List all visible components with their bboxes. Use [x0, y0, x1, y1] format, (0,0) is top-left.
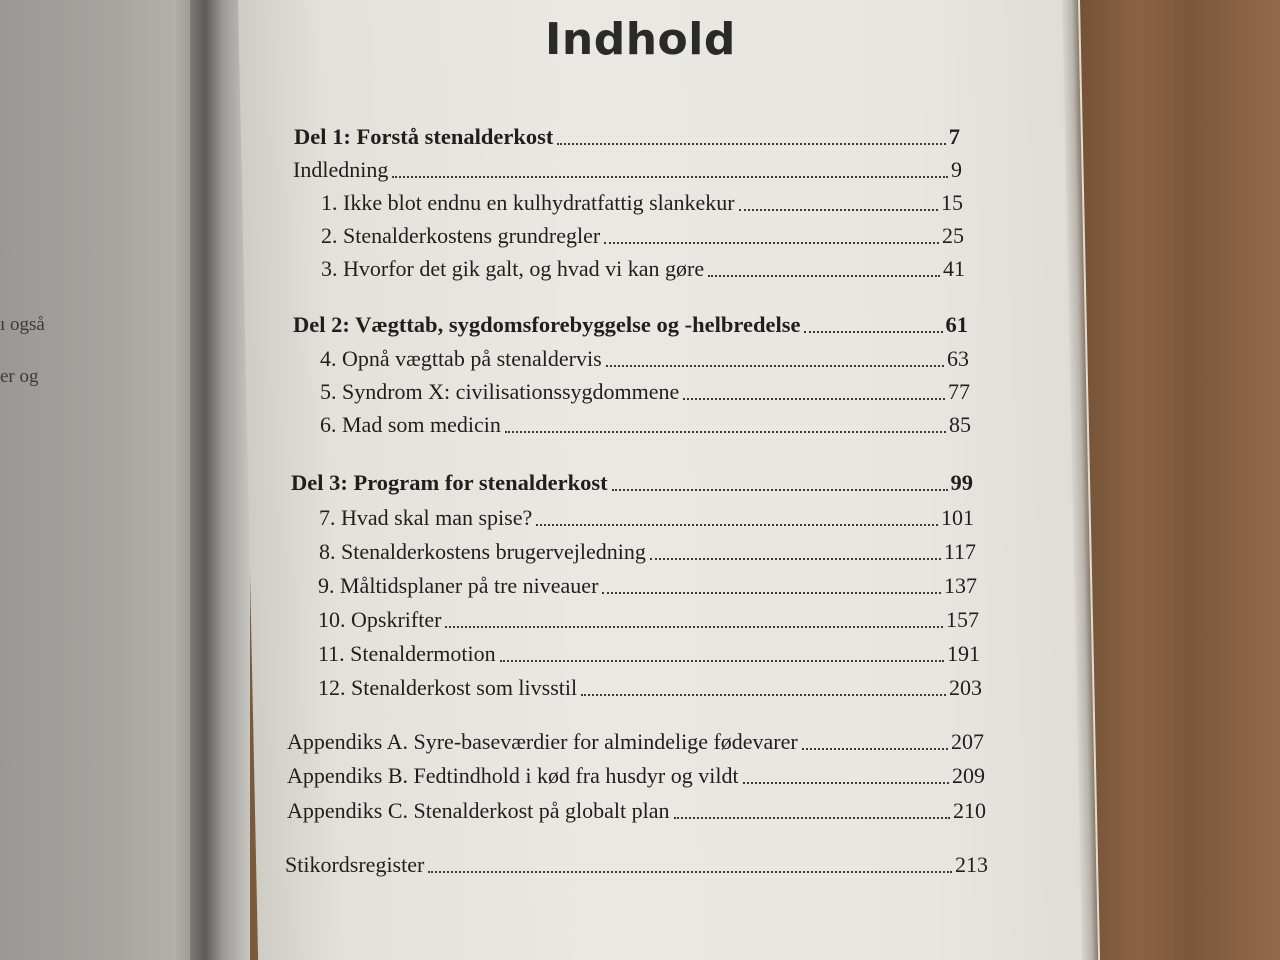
toc-page-number: 63 — [947, 346, 969, 371]
toc-chapter-line — [321, 223, 964, 249]
toc-part-line — [291, 470, 973, 496]
toc-page-number: 137 — [944, 573, 977, 598]
toc-leader-dots — [536, 524, 938, 526]
toc-page-number: 213 — [955, 852, 988, 877]
toc-label: Stikordsregister — [285, 852, 425, 877]
toc-leader-dots — [505, 431, 946, 433]
toc-label: Appendiks C. Stenalderkost på globalt plan — [287, 798, 670, 823]
toc-leader-dots — [392, 176, 948, 178]
toc-leader-dots — [612, 489, 948, 491]
toc-appendix-line — [287, 763, 985, 789]
toc-leader-dots — [739, 209, 938, 211]
toc-chapter-line — [318, 607, 979, 633]
toc-leader-dots — [804, 331, 942, 333]
toc-chapter-line — [318, 641, 980, 667]
toc-appendix-line — [287, 798, 986, 824]
toc-page-number: 209 — [952, 763, 985, 788]
toc-label: 11. Stenaldermotion — [318, 641, 496, 666]
toc-leader-dots — [557, 143, 945, 145]
toc-part-line — [293, 312, 968, 338]
toc-leader-dots — [445, 626, 943, 628]
toc-page-number: 41 — [943, 256, 965, 281]
toc-page-number: 191 — [947, 641, 980, 666]
toc-leader-dots — [581, 694, 946, 696]
toc-label: 4. Opnå vægttab på stenaldervis — [320, 346, 602, 371]
toc-page-number: 15 — [941, 190, 963, 215]
toc-leader-dots — [708, 275, 940, 277]
toc-label: Appendiks A. Syre-baseværdier for almindelige fødevarer — [287, 729, 798, 754]
toc-label: 10. Opskrifter — [318, 607, 442, 632]
toc-leader-dots — [500, 660, 944, 662]
left-page-text-fragment: er og — [0, 366, 39, 387]
toc-entry-line — [293, 157, 962, 183]
toc-leader-dots — [602, 592, 941, 594]
toc-part-line — [294, 124, 960, 150]
toc-page-number: 25 — [942, 223, 964, 248]
toc-page-number: 9 — [951, 157, 962, 182]
toc-label: Del 3: Program for stenalderkost — [291, 470, 608, 495]
toc-index-line — [285, 852, 988, 878]
toc-chapter-line — [319, 505, 974, 531]
toc-label: Del 2: Vægttab, sygdomsforebyggelse og -helbredelse — [293, 312, 801, 337]
left-facing-page — [0, 0, 205, 960]
toc-chapter-line — [320, 346, 969, 372]
toc-label: 7. Hvad skal man spise? — [319, 505, 533, 530]
toc-label: 6. Mad som medicin — [320, 412, 501, 437]
toc-chapter-line — [321, 190, 963, 216]
toc-chapter-line — [321, 256, 965, 282]
toc-page-number: 157 — [946, 607, 979, 632]
toc-label: Appendiks B. Fedtindhold i kød fra husdyr og vildt — [287, 763, 739, 788]
toc-leader-dots — [650, 558, 941, 560]
toc-chapter-line — [318, 573, 977, 599]
toc-label: 9. Måltidsplaner på tre niveauer — [318, 573, 599, 598]
toc-leader-dots — [674, 817, 951, 819]
toc-leader-dots — [428, 871, 952, 873]
toc-label: 1. Ikke blot endnu en kulhydratfattig slankekur — [321, 190, 735, 215]
toc-page-number: 7 — [948, 124, 960, 149]
toc-page-number: 117 — [943, 539, 976, 564]
toc-page-number: 77 — [948, 379, 970, 404]
toc-appendix-line — [287, 729, 984, 755]
toc-leader-dots — [606, 365, 944, 367]
toc-page-number: 61 — [945, 312, 968, 337]
toc-leader-dots — [683, 398, 945, 400]
toc-page-number: 210 — [953, 798, 986, 823]
toc-chapter-line — [320, 379, 970, 405]
left-page-text-fragment: ı også — [0, 314, 45, 335]
toc-label: 12. Stenalderkost som livsstil — [318, 675, 578, 700]
toc-label: 2. Stenalderkostens grundregler — [321, 223, 601, 248]
toc-chapter-line — [318, 675, 982, 701]
toc-page-number: 203 — [949, 675, 982, 700]
toc-label: 8. Stenalderkostens brugervejledning — [319, 539, 646, 564]
toc-label: Indledning — [293, 157, 389, 182]
toc-label: 5. Syndrom X: civilisationssygdommene — [320, 379, 680, 404]
toc-page-number: 99 — [950, 470, 973, 495]
toc-chapter-line — [320, 412, 971, 438]
page-title: Indhold — [545, 14, 736, 65]
toc-label: Del 1: Forstå stenalderkost — [294, 124, 554, 149]
toc-leader-dots — [604, 242, 939, 244]
toc-page-number: 101 — [941, 505, 974, 530]
toc-page-number: 85 — [949, 412, 971, 437]
toc-chapter-line — [319, 539, 976, 565]
toc-leader-dots — [743, 782, 949, 784]
toc-leader-dots — [802, 748, 948, 750]
toc-page-number: 207 — [951, 729, 984, 754]
toc-label: 3. Hvorfor det gik galt, og hvad vi kan gøre — [321, 256, 705, 281]
